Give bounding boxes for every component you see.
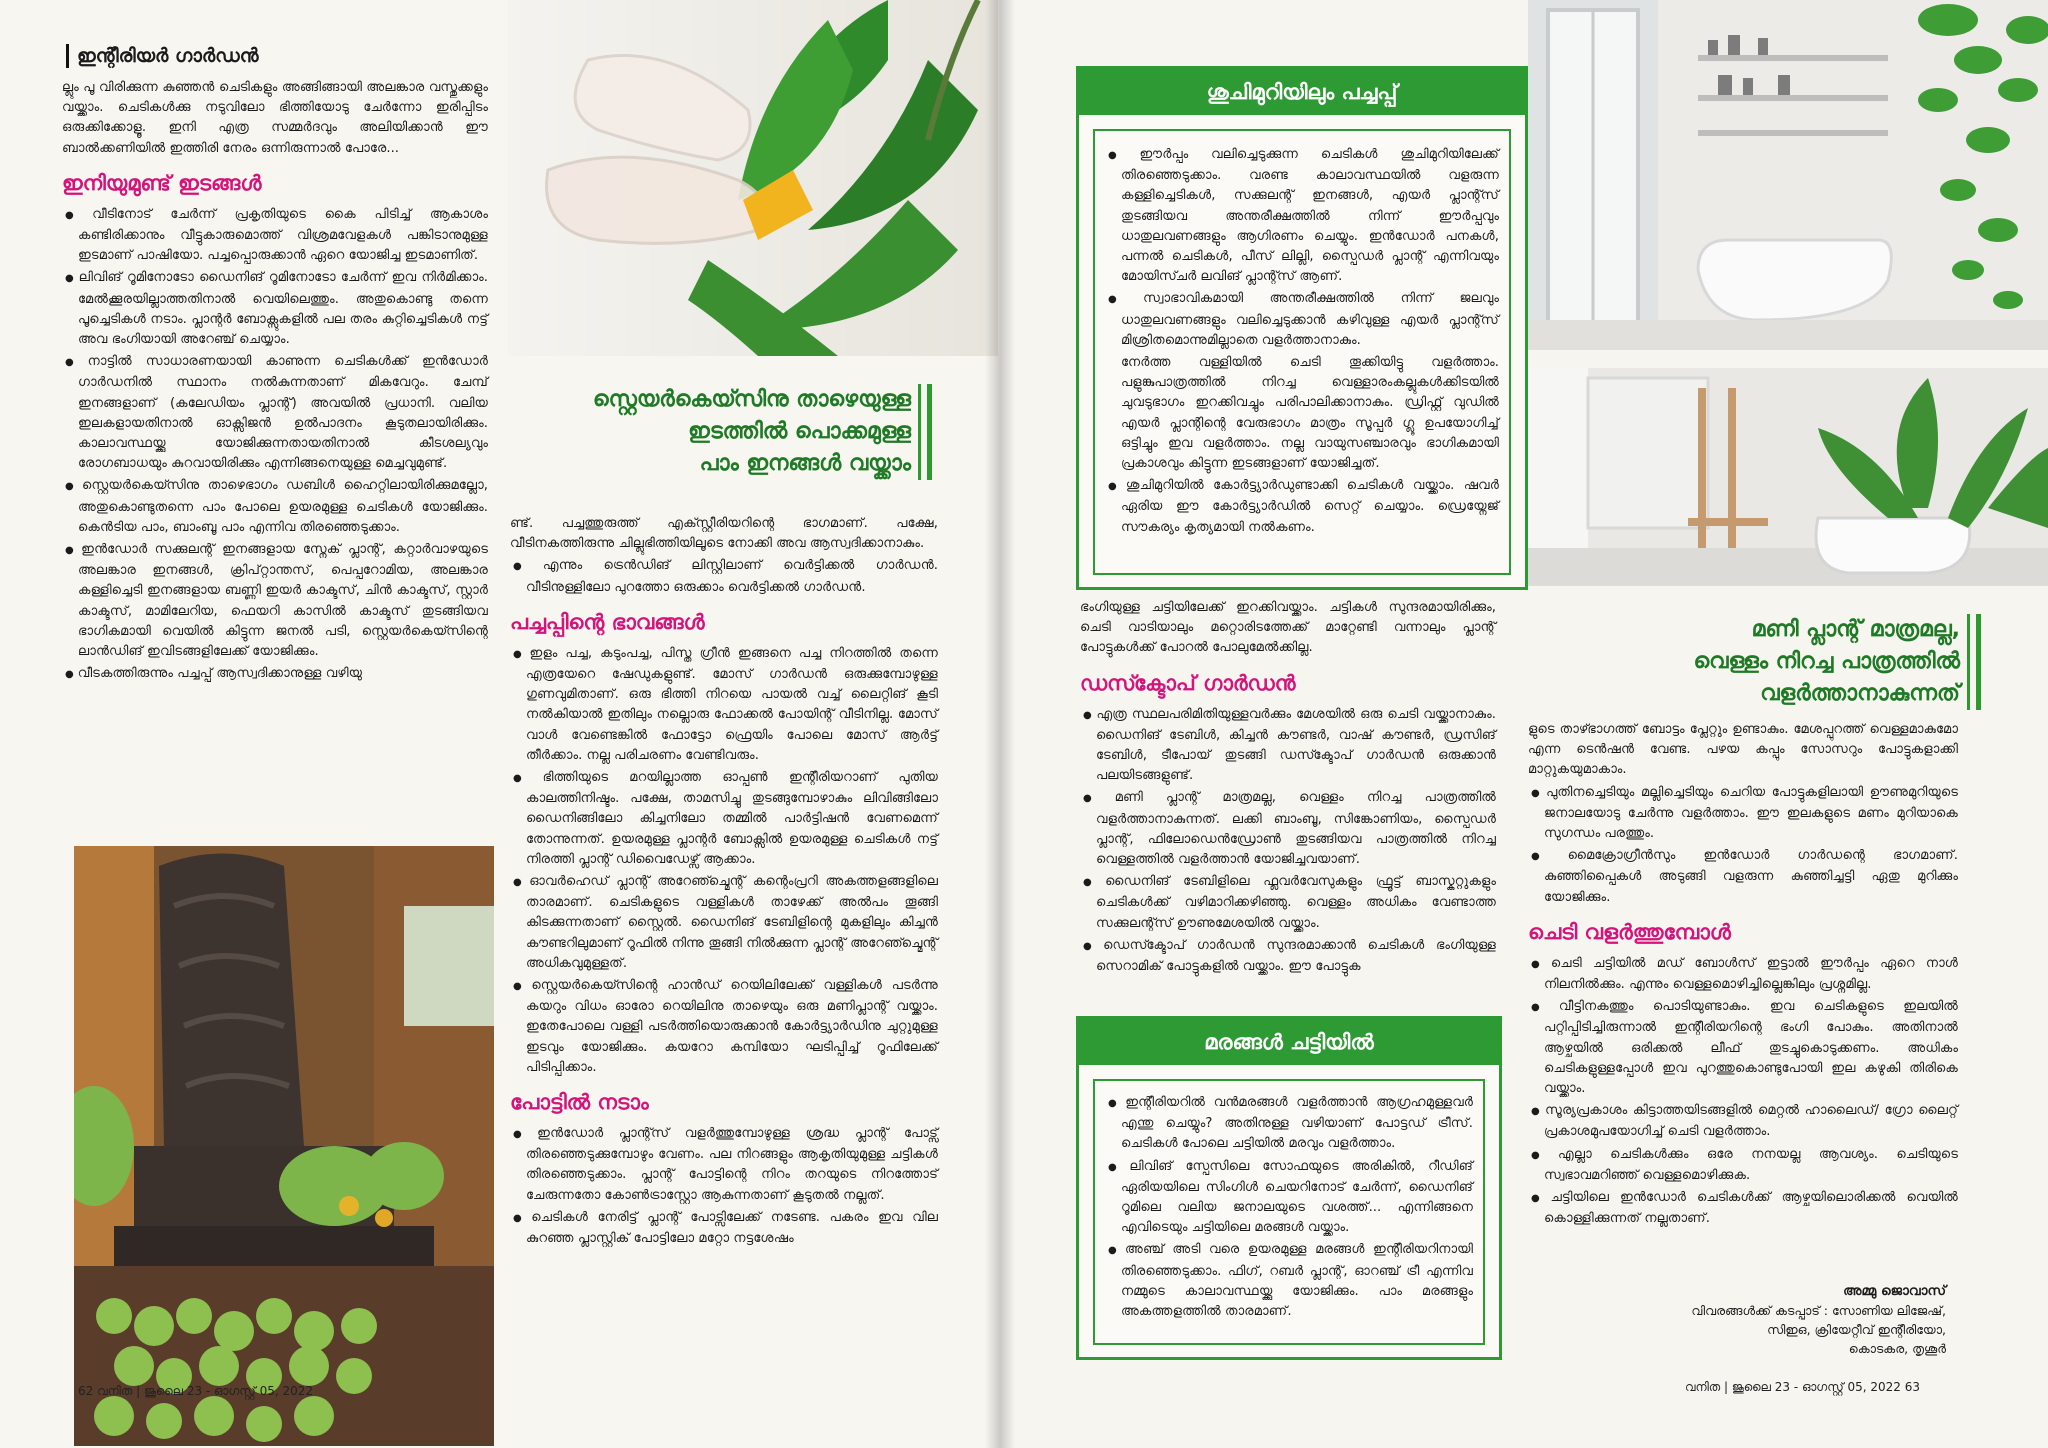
bullet-paragraph: ● സ്റ്റെയർകെയ്സിനു താഴെഭാഗം ഡബിൾ ഹൈറ്റിലായിരിക്കുമല്ലോ, അതുകൊണ്ടുതന്നെ പാം പോലെ ഉയരമുള്ള ചെടികൾ യോജിക്കും. കെൻടിയ പാം, ബാംബൂ പാം എന്നിവ തിരഞ്ഞെടുക്കാം. <box>62 476 488 538</box>
bullet-paragraph: ● ഇളം പച്ച, കടുംപച്ച, പിസ്ത ഗ്രീൻ ഇങ്ങനെ പച്ച നിറത്തിൽ തന്നെ എത്രയേറെ ഷേഡുകളുണ്ട്. മോസ് ഗാർഡൻ ഒരുക്കുമ്പോഴുള്ള ഗുണവുമിതാണ്. ഒരു ഭിത്തി നിറയെ പായൽ വച്ച് ലൈറ്റിങ് കൂടി നൽകിയാൽ ഇതിലും നല്ലൊരു ഫോക്കൽ പോയിന്റ് വീടിനില്ല. മോസ് വാൾ വേണ്ടെങ്കിൽ ഫോട്ടോ ഫ്രെയിം പോലെ മോസ് ആർട്ട് തീർക്കാം. നല്ല പരിചരണം വേണ്ടിവരും. <box>510 644 938 766</box>
author-credit <box>1560 1282 1946 1358</box>
bullet-paragraph: ● വീടിനോട് ചേർന്ന് പ്രകൃതിയുടെ കൈ പിടിച്ച് ആകാശം കണ്ടിരിക്കാനും വീട്ടുകാരുമൊത്ത് വിശ്രമവേളകൾ പങ്കിടാനുമുള്ള ഇടമാണ് പാഷിയോ. പച്ചപ്പൊരുക്കാൻ ഏറെ യോജിച്ച ഇടമാണിത്. <box>62 205 488 267</box>
bullet-paragraph: ● എന്നും ട്രെൻഡിങ് ലിസ്റ്റിലാണ് വെർട്ടിക്കൽ ഗാർഡൻ. വീടിനുള്ളിലോ പുറത്തോ ഒരുക്കാം വെർട്ടിക്കൽ ഗാർഡൻ. <box>510 556 938 597</box>
right-page <box>1000 0 2048 1448</box>
pullquote-line: സ്റ്റെയർകെയ്സിനു താഴെയുള്ള <box>592 387 911 412</box>
bullet-paragraph: ● മണി പ്ലാന്റ് മാത്രമല്ല, വെള്ളം നിറച്ച പാത്രത്തിൽ വളർത്താനാകുന്നത്. ലക്കി ബാംബൂ, സിങ്കോണിയം, സ്പൈഡർ പ്ലാന്റ്, ഫിലോഡെൻഡ്രോൺ തുടങ്ങിയവ പാത്രത്തിൽ നിറച്ച വെള്ളത്തിൽ വളർത്താൻ യോജിച്ചവയാണ്. <box>1080 788 1496 870</box>
bullet-paragraph: ● ഇൻഡോർ പ്ലാന്റ്സ് വളർത്തുമ്പോഴുള്ള ശ്രദ്ധ പ്ലാന്റ് പോട്സ് തിരഞ്ഞെടുക്കുമ്പോഴും വേണം. പല നിറങ്ങളും ആകൃതിയുമുള്ള ചട്ടികൾ തിരഞ്ഞെടുക്കാം. പ്ലാന്റ് പോട്ടിന്റെ നിറം തറയുടെ നിറത്തോട് ചേരുന്നതോ കോൺട്രാസ്റ്റോ ആകുന്നതാണ് കൂടുതൽ നല്ലത്. <box>510 1124 938 1206</box>
section-heading: ഇനിയുമുണ്ട് ഇടങ്ങൾ <box>62 170 262 195</box>
bullet-paragraph: ● പുതിനച്ചെടിയും മല്ലിച്ചെടിയും ചെറിയ പോട്ടുകളിലായി ഊണുമുറിയുടെ ജനാലയോടു ചേർന്നു വളർത്താം. ഈ ഇലകളുടെ മണം മുറിയാകെ സുഗന്ധം പരത്തും. <box>1528 783 1958 845</box>
bullet-paragraph: ● ഓവർഹെഡ് പ്ലാന്റ് അറേഞ്ച്മെന്റ് കന്റെംപ്രറി അകത്തളങ്ങളിലെ താരമാണ്. ചെടികളുടെ വള്ളികൾ താഴേക്ക് അൽപം തൂങ്ങി കിടക്കുന്നതാണ് സ്റ്റൈൽ. ഡൈനിങ് ടേബിളിന്റെ മുകളിലും കിച്ചൻ കൗണ്ടറിലുമാണ് റൂഫിൽ നിന്നു തൂങ്ങി നിൽക്കുന്ന പ്ലാന്റ് അറേഞ്ച്മെന്റ് അധികവുമുള്ളത്. <box>510 872 938 974</box>
box-inner-frame <box>1093 1079 1485 1345</box>
section-heading: പോട്ടിൽ നടാം <box>510 1090 649 1115</box>
pullquote-line: വെള്ളം നിറച്ച പാത്രത്തിൽ <box>1693 649 1960 674</box>
box-title: ശുചിമുറിയിലും പച്ചപ്പ് <box>1079 69 1525 115</box>
bullet-paragraph: ● ഇന്റീരിയറിൽ വൻമരങ്ങൾ വളർത്താൻ ആഗ്രഹമുള്ളവർ എന്തു ചെയ്യും? അതിനുള്ള വഴിയാണ് പോട്ടഡ് ട്രീസ്. ചെടികൾ പോലെ ചട്ടിയിൽ മരവും വളർത്താം. <box>1105 1093 1473 1155</box>
box-body <box>1105 145 1499 540</box>
box-inner-frame <box>1093 129 1511 575</box>
pullquote-line: വളർത്താനാകുന്നത് <box>1760 681 1960 706</box>
bullet-paragraph: ● മൈക്രോഗ്രീൻസും ഇൻഡോർ ഗാർഡന്റെ ഭാഗമാണ്. കുഞ്ഞിപ്പൈകൾ അടുങ്ങി വളരുന്ന കുഞ്ഞിച്ചട്ടി ഏതു മുറിക്കും യോജിക്കും. <box>1528 846 1958 908</box>
bullet-paragraph: ● സ്വാഭാവികമായി അന്തരീക്ഷത്തിൽ നിന്ന് ജലവും ധാതുലവണങ്ങളും വലിച്ചെടുക്കാൻ കഴിവുള്ള എയർ പ്ലാന്റ്സ് മിശ്രിതമൊന്നുമില്ലാതെ വളർത്താനാകും. <box>1105 289 1499 351</box>
box-body <box>1105 1093 1473 1324</box>
paragraph: ളുടെ താഴ്ഭാഗത്ത് ബോട്ടം പ്ലേറ്റും ഉണ്ടാകും. മേശപ്പുറത്ത് വെള്ളമാകുമോ എന്ന ടെൻഷൻ വേണ്ട. പഴയ കപ്പും സോസറും പോട്ടുകളാക്കി മാറ്റുകയുമാകാം. <box>1528 722 1958 778</box>
bullet-paragraph: ● വീടകത്തിരുന്നും പച്ചപ്പ് ആസ്വദിക്കാനുള്ള വഴിയു <box>62 664 488 685</box>
right-footer: വനിത | ജൂലൈ 23 - ഓഗസ്റ്റ് 05, 2022 63 <box>1685 1380 1921 1394</box>
bullet-paragraph: ● സൂര്യപ്രകാശം കിട്ടാത്തയിടങ്ങളിൽ മെറ്റൽ ഹാലൈഡ്/ ഗ്രോ ലൈറ്റ് പ്രകാശമുപയോഗിച്ച് ചെടി വളർത്താം. <box>1528 1101 1958 1142</box>
left-footer: 62 വനിത | ജൂലൈ 23 - ഓഗസ്റ്റ് 05, 2022 <box>78 1384 314 1398</box>
bullet-paragraph: ● ചട്ടിയിലെ ഇൻഡോർ ചെടികൾക്ക് ആഴ്ചയിലൊരിക്കൽ വെയിൽ കൊള്ളിക്കുന്നത് നല്ലതാണ്. <box>1528 1188 1958 1229</box>
bullet-paragraph: ● ചെടികൾ നേരിട്ട് പ്ലാന്റ് പോട്സിലേക്ക് നടേണ്ട. പകരം ഇവ വില കുറഞ്ഞ പ്ലാസ്റ്റിക് പോട്ടിലോ മറ്റോ നട്ടശേഷം <box>510 1208 938 1249</box>
bullet-paragraph: ● ശുചിമുറിയിൽ കോർട്ട്യാർഡുണ്ടാക്കി ചെടികൾ വയ്ക്കാം. ഷവർ ഏരിയ ഈ കോർട്ട്യാർഡിൽ സെറ്റ് ചെയ്യാം. ഡ്രെയ്നേജ് സൗകര്യം കൃത്യമായി നൽകണം. <box>1105 476 1499 538</box>
credit-line: സിഇഒ, ക്രിയേറ്റീവ് ഇന്റീരിയോ, <box>1767 1322 1946 1337</box>
bullet-paragraph: ● ഈർപ്പം വലിച്ചെടുക്കുന്ന ചെടികൾ ശുചിമുറിയിലേക്ക് തിരഞ്ഞെടുക്കാം. വരണ്ട കാലാവസ്ഥയിൽ വളരുന്ന കള്ളിച്ചെടികൾ, സക്കുലന്റ് ഇനങ്ങൾ, എയർ പ്ലാന്റ്സ് തുടങ്ങിയവ അന്തരീക്ഷത്തിൽ നിന്ന് ഈർപ്പവും ധാതുലവണങ്ങളും ആഗിരണം ചെയ്യും. ഇൻഡോർ പനകൾ, പന്നൽ ചെടികൾ, പീസ് ലില്ലി, സ്പൈഡർ പ്ലാന്റ് എന്നിവയും മോയിസ്ചർ ലവിങ് പ്ലാന്റ്സ് ആണ്. <box>1105 145 1499 287</box>
bullet-paragraph: ● ഡൈനിങ് ടേബിളിലെ ഫ്ലവർവേസുകളും ഫ്രൂട്ട് ബാസ്കറ്റുകളും ചെടികൾക്ക് വഴിമാറിക്കഴിഞ്ഞു. വെള്ളം അധികം വേണ്ടാത്ത സക്കുലന്റ്സ് ഊണുമേശയിൽ വയ്ക്കാം. <box>1080 872 1496 934</box>
bullet-paragraph: ● എത്ര സ്ഥലപരിമിതിയുള്ളവർക്കും മേശയിൽ ഒരു ചെടി വയ്ക്കാനാകും. ഡൈനിങ് ടേബിൾ, കിച്ചൻ കൗണ്ടർ, വാഷ് കൗണ്ടർ, ഡ്രസിങ് ടേബിൾ, ടീപോയ് തുടങ്ങി ഡസ്ക്ടോപ് ഗാർഡൻ ഒരുക്കാൻ പലയിടങ്ങളുണ്ട്. <box>1080 705 1496 787</box>
right-column-3 <box>1080 598 1496 979</box>
credit-line: വിവരങ്ങൾക്ക് കടപ്പാട് : സോണിയ ലിജേഷ്, <box>1691 1303 1946 1318</box>
bullet-paragraph: ● ലിവിങ് റൂമിനോടോ ഡൈനിങ് റൂമിനോടോ ചേർന്ന് ഇവ നിർമിക്കാം. മേൽക്കൂരയില്ലാത്തതിനാൽ വെയിലെത്തും. അതുകൊണ്ടു തന്നെ പൂച്ചെടികൾ നടാം. പ്ലാന്റർ ബോക്സുകളിൽ പല തരം കുറ്റിച്ചെടികൾ നട്ട് അവ ഭംഗിയായി അറേഞ്ച് ചെയ്യാം. <box>62 268 488 350</box>
paragraph: ണ്ട്. പച്ചത്തുരുത്ത് എക്സ്റ്റീരിയറിന്റെ ഭാഗമാണ്. പക്ഷേ, വീടിനകത്തിരുന്നു ചില്ലുഭിത്തിയിലൂടെ നോക്കി അവ ആസ്വദിക്കാനാകും. <box>510 516 938 552</box>
bullet-paragraph: ● അഞ്ച് അടി വരെ ഉയരമുള്ള മരങ്ങൾ ഇന്റീരിയറിനായി തിരഞ്ഞെടുക്കാം. ഫിഗ്, റബർ പ്ലാന്റ്, ഓറഞ്ച് ട്രീ എന്നിവ നമ്മുടെ കാലാവസ്ഥയ്ക്കു യോജിക്കും. പാം മരങ്ങളും അകത്തളത്തിൽ താരമാണ്. <box>1105 1240 1473 1322</box>
bullet-paragraph: ● ചെടി ചട്ടിയിൽ മഡ് ബോൾസ് ഇട്ടാൽ ഈർപ്പം ഏറെ നാൾ നിലനിൽക്കും. എന്നും വെള്ളമൊഴിച്ചില്ലെങ്കിലും പ്രശ്നമില്ല. <box>1528 954 1958 995</box>
section-heading: ചെടി വളർത്തുമ്പോൾ <box>1528 919 1731 944</box>
potted-trees-box <box>1076 1016 1502 1360</box>
pullquote-line: മണി പ്ലാന്റ് മാത്രമല്ല, <box>1751 617 1960 642</box>
section-kicker: ഇന്റീരിയർ ഗാർഡൻ <box>66 44 259 68</box>
left-column-2 <box>510 514 938 1251</box>
credit-line: കൊടകര, തൃശൂർ <box>1848 1341 1946 1356</box>
white-bathtub-palms-photo <box>1528 368 2048 586</box>
left-page <box>0 0 1000 1448</box>
page-gutter <box>985 0 1015 1448</box>
bullet-paragraph: ● ലിവിങ് സ്പേസിലെ സോഫയുടെ അരികിൽ, റീഡിങ് ഏരിയയിലെ സിംഗിൾ ചെയറിനോട് ചേർന്ന്, ഡൈനിങ് റൂമിലെ വലിയ ജനാലയുടെ വശത്ത്... എന്നിങ്ങനെ എവിടെയും ചട്ടിയിലെ മരങ്ങൾ വയ്ക്കാം. <box>1105 1157 1473 1239</box>
paragraph: ല്ലും പൂ വിരിക്കുന്ന കുഞ്ഞൻ ചെടികളും അങ്ങിങ്ങായി അലങ്കാര വസ്തുക്കളും വയ്ക്കാം. ചെടികൾക്കു നടുവിലോ ഭിത്തിയോടു ചേർന്നോ ഇരിപ്പിടം ഒരുക്കിക്കോളൂ. ഇനി എത്ര സമ്മർദവും അലിയിക്കാൻ ഈ ബാൽക്കണിയിൽ ഇത്തിരി നേരം ഒന്നിരുന്നാൽ പോരേ... <box>62 80 488 156</box>
bullet-paragraph: ● ഇൻഡോർ സക്കുലന്റ് ഇനങ്ങളായ സ്നേക് പ്ലാന്റ്, കറ്റാർവാഴയുടെ അലങ്കാര ഇനങ്ങൾ, ക്രിപ്റ്റാന്തസ്, പെപ്പറോമിയ, അലങ്കാര കള്ളിച്ചെടി ഇനങ്ങളായ ബണ്ണി ഇയർ കാക്ടസ്, ചിൻ കാക്ടസ്, സ്റ്റാർ കാക്ടസ്, മാമിലേറിയ, ഫെയറി കാസിൽ കാക്ടസ് തുടങ്ങിയവ ഭാഗികമായി വെയിൽ കിട്ടുന്ന ജനൽ പടി, സ്റ്റെയർകെയ്സിന്റെ ലാൻഡിങ് ഇവിടങ്ങളിലേക്ക് യോജിക്കും. <box>62 540 488 662</box>
left-column-1 <box>62 78 488 687</box>
bullet-paragraph: ● ഡെസ്ക്ടോപ് ഗാർഡൻ സുന്ദരമാക്കാൻ ചെടികൾ ഭംഗിയുള്ള സെറാമിക് പോട്ടുകളിൽ വയ്ക്കാം. ഈ പോട്ടുക <box>1080 936 1496 977</box>
right-pullquote <box>1530 614 1981 710</box>
pullquote-line: പാം ഇനങ്ങൾ വയ്ക്കാം <box>699 451 911 476</box>
bullet-paragraph: ● സ്റ്റെയർകെയ്സിന്റെ ഹാൻഡ് റെയിലിലേക്ക് വള്ളികൾ പടർന്നു കയറും വിധം ഓരോ റെയിലിനു താഴെയും ഒരു മണിപ്ലാന്റ് വയ്ക്കാം. ഇതേപോലെ വള്ളി പടർത്തിയൊരുക്കാൻ കോർട്ട്യാർഡിനു ചുറ്റുമുള്ള ഇടവും യോജിക്കും. കയറോ കമ്പിയോ ഘടിപ്പിച്ച് റൂഫിലേക്ക് പിടിപ്പിക്കാം. <box>510 976 938 1078</box>
bullet-paragraph: ● നാട്ടിൽ സാധാരണയായി കാണുന്ന ചെടികൾക്ക് ഇൻഡോർ ഗാർഡനിൽ സ്ഥാനം നൽകുന്നതാണ് മികവേറും. ചേമ്പ് ഇനങ്ങളാണ് (കലേഡിയം പ്ലാന്റ്) അവയിൽ പ്രധാനി. വലിയ ഇലകളായതിനാൽ ഓക്സിജൻ ഉൽപാദനം കൂടുതലായിരിക്കും. കാലാവസ്ഥയ്ക്കു യോജിക്കുന്നതായതിനാൽ കീടശല്യവും രോഗബാധയും കുറവായിരിക്കും എന്നിങ്ങനെയുള്ള മെച്ചവുമുണ്ട്. <box>62 352 488 474</box>
paragraph: ഭംഗിയുള്ള ചട്ടിയിലേക്ക് ഇറക്കിവയ്ക്കാം. ചട്ടികൾ സുന്ദരമായിരിക്കും, ചെടി വാടിയാലും മറ്റൊരിടത്തേക്ക് മാറ്റേണ്ടി വന്നാലും പ്ലാന്റ് പോട്ടുകൾക്ക് പോറൽ പോലുമേൽക്കില്ല. <box>1080 600 1496 656</box>
bullet-paragraph: ● ഭിത്തിയുടെ മറയില്ലാത്ത ഓപ്പൺ ഇന്റീരിയറാണ് പുതിയ കാലത്തിനിഷ്ടം. പക്ഷേ, താമസിച്ചു തുടങ്ങുമ്പോഴാകും ലിവിങ്ങിലോ ഡൈനിങ്ങിലോ കിച്ചനിലോ തമ്മിൽ പാർട്ടിഷൻ വേണമെന്ന് തോന്നുന്നത്. ഉയരമുള്ള പ്ലാന്റർ ബോക്സിൽ ഉയരമുള്ള ചെടികൾ നട്ട് നിരത്തി പ്ലാന്റ് ഡിവൈഡേഴ്സ് ആക്കാം. <box>510 768 938 870</box>
box-title: മരങ്ങൾ ചട്ടിയിൽ <box>1079 1019 1499 1065</box>
section-heading: ഡസ്ക്ടോപ് ഗാർഡൻ <box>1080 670 1296 695</box>
bathroom-plants-box <box>1076 66 1528 590</box>
pullquote-line: ഇടത്തിൽ പൊക്കമുള്ള <box>688 419 911 444</box>
section-heading: പച്ചപ്പിന്റെ ഭാവങ്ങൾ <box>510 609 705 634</box>
right-column-4 <box>1528 720 1958 1231</box>
indoor-fountain-garden-photo <box>74 846 494 1446</box>
bathroom-hanging-plants-photo <box>1528 0 2048 350</box>
paragraph: നേർത്ത വള്ളിയിൽ ചെടി തൂക്കിയിട്ടു വളർത്താം. പളുങ്കുപാത്രത്തിൽ നിറച്ച വെള്ളാരംകല്ലുകൾക്കിടയിൽ ചുവടുഭാഗം ഇറക്കിവച്ചും പരിപാലിക്കാനാകും. ഡ്രിഫ്റ്റ് വുഡിൽ എയർ പ്ലാന്റിന്റെ വേരുഭാഗം മാത്രം സൂപ്പർ ഗ്ലൂ ഉപയോഗിച്ച് ഒട്ടിച്ചും ഇവ വളർത്താം. നല്ല വായുസഞ്ചാരവും ഭാഗികമായി പ്രകാശവും കിട്ടുന്ന ഇടങ്ങളാണ് യോജിച്ചത്. <box>1121 355 1499 472</box>
left-pullquote <box>471 384 932 480</box>
bullet-paragraph: ● വീട്ടിനകത്തും പൊടിയുണ്ടാകും. ഇവ ചെടികളുടെ ഇലയിൽ പറ്റിപ്പിടിച്ചിരുന്നാൽ ഇന്റീരിയറിന്റെ ഭംഗി പോകും. അതിനാൽ ആഴ്ചയിൽ ഒരിക്കൽ ലീഫ് തുടച്ചുകൊടുക്കണം. അധികം ചെടികളുള്ളപ്പോൾ ഇവ പുറത്തുകൊണ്ടുപോയി ഇല കഴുകി തിരികെ വയ്ക്കാം. <box>1528 997 1958 1099</box>
bullet-paragraph: ● എല്ലാ ചെടികൾക്കും ഒരേ നനയല്ല ആവശ്യം. ചെടിയുടെ സ്വഭാവമറിഞ്ഞ് വെള്ളമൊഴിക്കുക. <box>1528 1145 1958 1186</box>
author-name: അമ്മു ജൊവാസ് <box>1843 1283 1946 1299</box>
hand-cleaning-leaf-photo <box>508 0 998 356</box>
